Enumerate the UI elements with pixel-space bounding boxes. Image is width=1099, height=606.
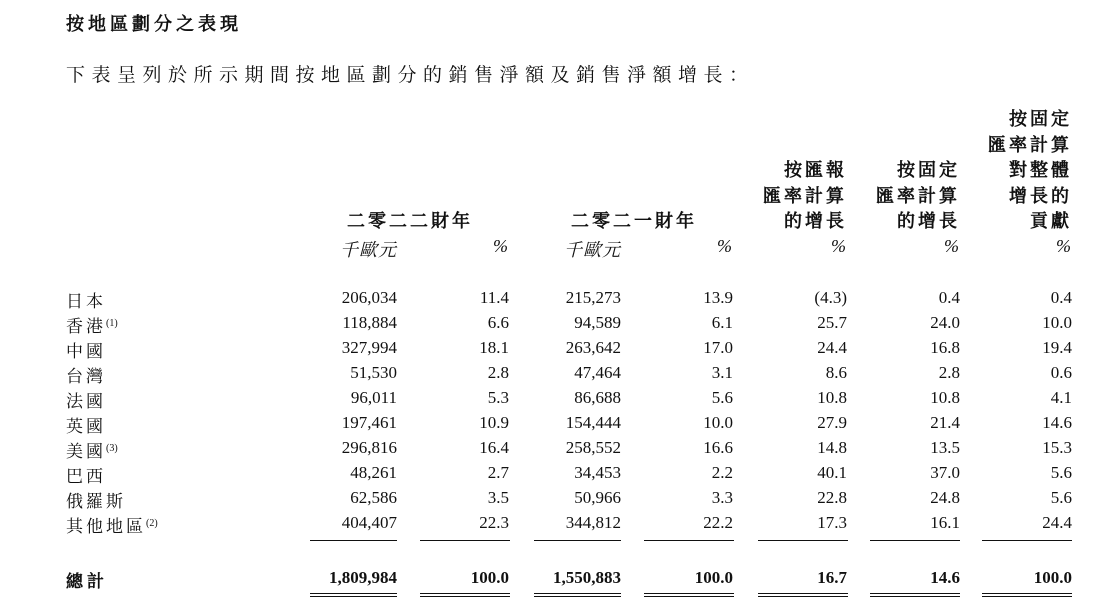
table-cell-rep: 24.4 xyxy=(817,338,847,357)
section-title: 按地區劃分之表現 xyxy=(66,14,242,34)
table-cell-rep: 10.8 xyxy=(817,388,847,407)
table-cell-v2022: 62,586 xyxy=(350,488,397,507)
table-cell-v2021: 47,464 xyxy=(574,363,621,382)
table-cell-v2021: 344,812 xyxy=(565,513,621,532)
total-double-rule xyxy=(982,593,1072,597)
table-cell-v2022: 327,994 xyxy=(341,338,397,357)
table-cell-contrib: 15.3 xyxy=(1042,438,1072,457)
unit-percent-2021: % xyxy=(717,236,733,256)
row-label xyxy=(66,512,158,537)
subtotal-rule xyxy=(534,540,621,541)
table-cell-rep: 25.7 xyxy=(817,313,847,332)
row-label-text: 中國 xyxy=(66,342,106,361)
table-cell-v2022: 51,530 xyxy=(350,363,397,382)
table-cell-cst: 24.8 xyxy=(930,488,960,507)
total-v2022: 1,809,984 xyxy=(329,568,397,587)
table-cell-rep: 22.8 xyxy=(817,488,847,507)
table-cell-p2021: 3.3 xyxy=(711,488,733,507)
row-label-text: 美國 xyxy=(66,442,106,461)
unit-percent-contribution: % xyxy=(1056,236,1072,256)
table-cell-v2021: 94,589 xyxy=(574,313,621,332)
row-label-text: 巴西 xyxy=(66,467,106,486)
table-cell-cst: 16.8 xyxy=(930,338,960,357)
row-label-text: 其他地區 xyxy=(66,517,146,536)
table-cell-cst: 2.8 xyxy=(938,363,960,382)
row-label xyxy=(66,437,118,462)
row-label-text: 法國 xyxy=(66,392,106,411)
header-reported-growth: 按匯報 匯率計算 的增長 xyxy=(763,160,847,231)
table-cell-p2021: 17.0 xyxy=(703,338,733,357)
table-cell-v2022: 197,461 xyxy=(341,413,397,432)
total-p2021: 100.0 xyxy=(694,568,733,587)
table-cell-p2022: 18.1 xyxy=(479,338,509,357)
table-cell-cst: 21.4 xyxy=(930,413,960,432)
row-label xyxy=(66,287,106,312)
subtotal-rule xyxy=(310,540,397,541)
header-fy2022: 二零二二財年 xyxy=(347,211,473,231)
table-cell-p2021: 13.9 xyxy=(703,288,733,307)
table-cell-p2022: 10.9 xyxy=(479,413,509,432)
table-cell-contrib: 19.4 xyxy=(1042,338,1072,357)
table-cell-v2021: 258,552 xyxy=(565,438,621,457)
total-double-rule xyxy=(310,593,397,597)
intro-text: 下表呈列於所示期間按地區劃分的銷售淨額及銷售淨額增長： xyxy=(66,65,755,86)
table-cell-p2021: 6.1 xyxy=(711,313,733,332)
total-double-rule xyxy=(758,593,848,597)
table-cell-rep: 8.6 xyxy=(825,363,847,382)
table-cell-rep: 17.3 xyxy=(817,513,847,532)
table-cell-rep: 40.1 xyxy=(817,463,847,482)
total-double-rule xyxy=(420,593,510,597)
unit-percent-constant: % xyxy=(944,236,960,256)
table-cell-p2022: 5.3 xyxy=(487,388,509,407)
row-label-text: 英國 xyxy=(66,417,106,436)
unit-percent-reported: % xyxy=(831,236,847,256)
row-label xyxy=(66,487,126,512)
total-double-rule xyxy=(644,593,734,597)
table-cell-p2022: 2.8 xyxy=(487,363,509,382)
table-cell-v2022: 96,011 xyxy=(350,388,397,407)
table-cell-v2021: 263,642 xyxy=(565,338,621,357)
unit-percent-2022: % xyxy=(493,236,509,256)
table-cell-v2021: 154,444 xyxy=(565,413,621,432)
table-cell-v2022: 118,884 xyxy=(342,313,397,332)
subtotal-rule xyxy=(644,540,734,541)
table-cell-p2022: 3.5 xyxy=(487,488,509,507)
row-label xyxy=(66,412,106,437)
total-double-rule xyxy=(870,593,960,597)
table-cell-p2021: 5.6 xyxy=(711,388,733,407)
table-cell-rep: 14.8 xyxy=(817,438,847,457)
table-cell-v2022: 404,407 xyxy=(341,513,397,532)
table-cell-contrib: 0.6 xyxy=(1050,363,1072,382)
footnote-marker: (1) xyxy=(106,318,118,329)
total-v2021: 1,550,883 xyxy=(553,568,621,587)
table-cell-v2022: 296,816 xyxy=(341,438,397,457)
row-label-text: 日本 xyxy=(66,292,106,311)
total-label: 總計 xyxy=(66,572,108,591)
table-cell-v2021: 34,453 xyxy=(574,463,621,482)
header-constant-growth: 按固定 匯率計算 的增長 xyxy=(876,160,960,231)
table-cell-p2021: 3.1 xyxy=(711,363,733,382)
subtotal-rule xyxy=(870,540,960,541)
table-cell-cst: 37.0 xyxy=(930,463,960,482)
header-fy2021: 二零二一財年 xyxy=(571,211,697,231)
table-cell-contrib: 5.6 xyxy=(1050,463,1072,482)
subtotal-rule xyxy=(982,540,1072,541)
row-label xyxy=(66,387,106,412)
unit-eur-2022: 千歐元 xyxy=(340,240,397,260)
table-cell-p2021: 16.6 xyxy=(703,438,733,457)
footnote-marker: (3) xyxy=(106,443,118,454)
table-cell-p2022: 6.6 xyxy=(487,313,509,332)
row-label-text: 香港 xyxy=(66,317,106,336)
table-cell-p2021: 10.0 xyxy=(703,413,733,432)
row-label xyxy=(66,337,106,362)
table-cell-cst: 10.8 xyxy=(930,388,960,407)
table-cell-p2021: 2.2 xyxy=(711,463,733,482)
table-cell-rep: 27.9 xyxy=(817,413,847,432)
table-cell-contrib: 14.6 xyxy=(1042,413,1072,432)
unit-eur-2021: 千歐元 xyxy=(564,240,621,260)
table-cell-cst: 24.0 xyxy=(930,313,960,332)
table-cell-p2022: 16.4 xyxy=(479,438,509,457)
table-cell-v2022: 206,034 xyxy=(341,288,397,307)
row-label-text: 台灣 xyxy=(66,367,106,386)
subtotal-rule xyxy=(758,540,848,541)
header-contribution: 按固定 匯率計算 對整體 增長的 貢獻 xyxy=(988,109,1072,231)
table-cell-v2021: 86,688 xyxy=(574,388,621,407)
table-cell-contrib: 4.1 xyxy=(1050,388,1072,407)
subtotal-rule xyxy=(420,540,510,541)
row-label xyxy=(66,362,106,387)
row-label-text: 俄羅斯 xyxy=(66,492,126,511)
table-cell-cst: 0.4 xyxy=(938,288,960,307)
table-cell-contrib: 5.6 xyxy=(1050,488,1072,507)
table-cell-p2022: 22.3 xyxy=(479,513,509,532)
row-label xyxy=(66,462,106,487)
table-cell-v2022: 48,261 xyxy=(350,463,397,482)
total-reported: 16.7 xyxy=(817,568,847,587)
table-cell-p2021: 22.2 xyxy=(703,513,733,532)
table-cell-rep: (4.3) xyxy=(814,288,847,307)
table-cell-cst: 13.5 xyxy=(930,438,960,457)
total-double-rule xyxy=(534,593,621,597)
table-cell-cst: 16.1 xyxy=(930,513,960,532)
table-cell-contrib: 24.4 xyxy=(1042,513,1072,532)
table-cell-p2022: 11.4 xyxy=(479,288,509,307)
row-label xyxy=(66,312,118,337)
table-cell-p2022: 2.7 xyxy=(487,463,509,482)
table-cell-v2021: 50,966 xyxy=(574,488,621,507)
total-constant: 14.6 xyxy=(930,568,960,587)
table-cell-v2021: 215,273 xyxy=(565,288,621,307)
total-p2022: 100.0 xyxy=(470,568,509,587)
table-cell-contrib: 10.0 xyxy=(1042,313,1072,332)
table-cell-contrib: 0.4 xyxy=(1050,288,1072,307)
footnote-marker: (2) xyxy=(146,518,158,529)
total-contribution: 100.0 xyxy=(1033,568,1072,587)
